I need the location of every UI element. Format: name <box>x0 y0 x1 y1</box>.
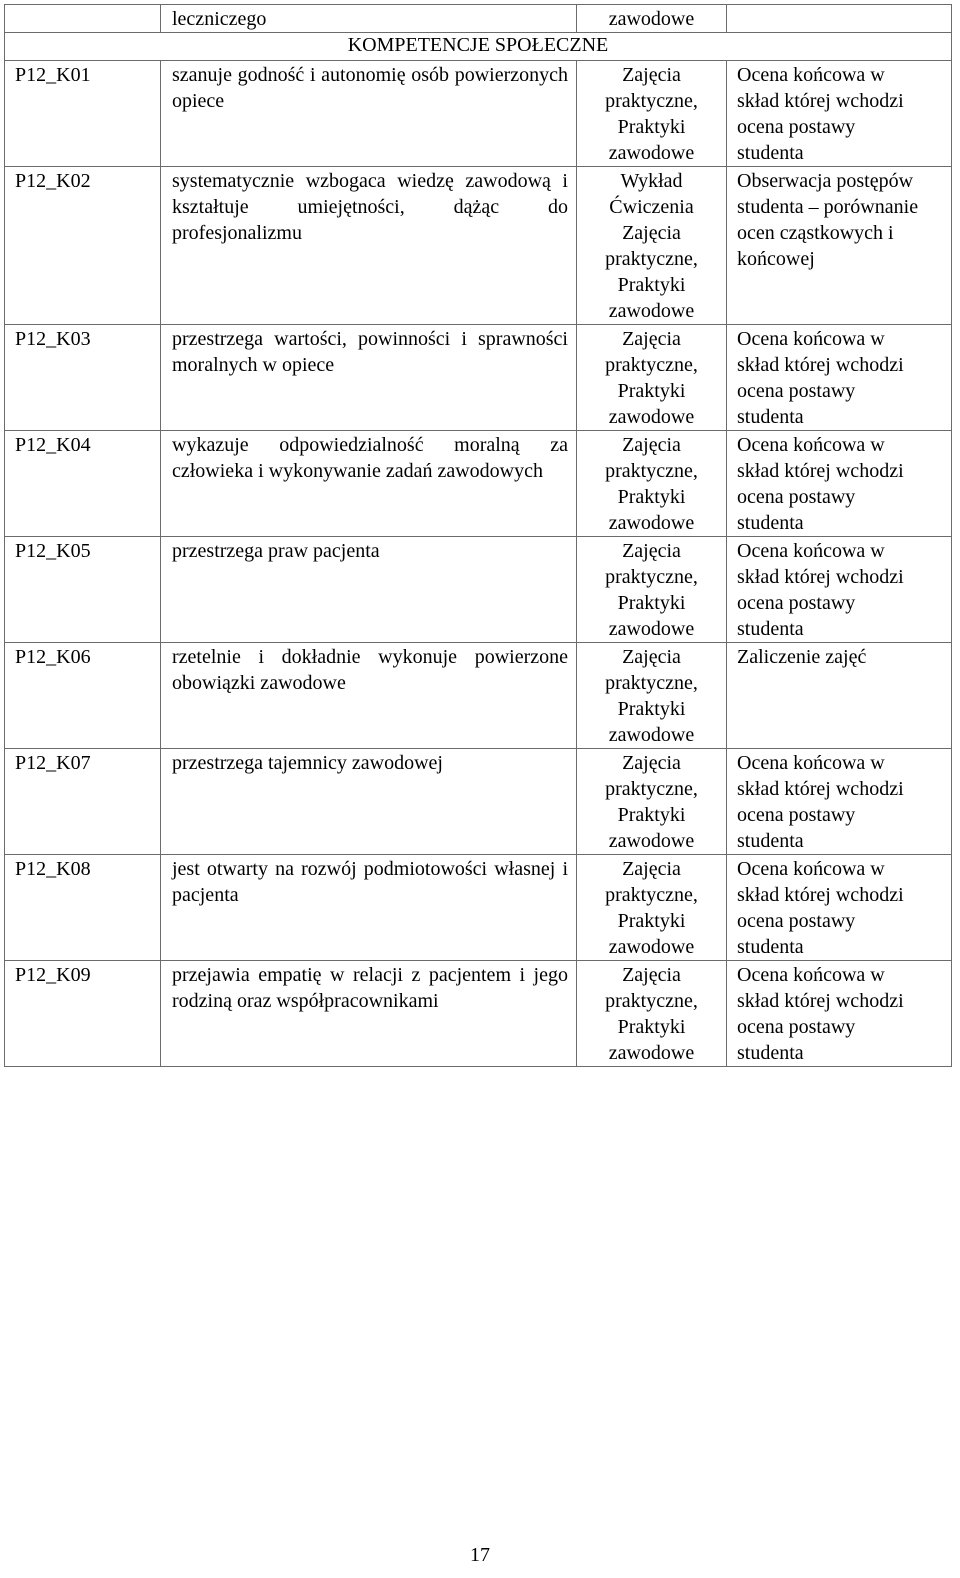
verification-method-cell <box>727 749 952 855</box>
teaching-method-line: Zajęcia <box>622 752 681 774</box>
competency-code: P12_K06 <box>5 643 161 749</box>
verification-line: Ocena końcowa w <box>737 752 885 774</box>
competency-code: P12_K05 <box>5 537 161 643</box>
teaching-method-line: Zajęcia <box>622 540 681 562</box>
verification-line: Ocena końcowa w <box>737 434 885 456</box>
teaching-method-line: Zajęcia <box>622 328 681 350</box>
verification-line: skład której wchodzi <box>737 354 904 376</box>
competency-description: przestrzega praw pacjenta <box>161 537 577 643</box>
verification-line: skład której wchodzi <box>737 566 904 588</box>
verification-line: Ocena końcowa w <box>737 540 885 562</box>
competencies-table <box>4 4 952 1067</box>
table-row <box>5 61 952 167</box>
verification-line: Ocena końcowa w <box>737 64 885 86</box>
teaching-method-line: zawodowe <box>608 142 695 164</box>
competency-description: przestrzega wartości, powinności i sprawności moralnych w opiece <box>161 325 577 431</box>
verification-line: skład której wchodzi <box>737 460 904 482</box>
table-row <box>5 537 952 643</box>
teaching-method-line: Praktyki <box>617 910 686 932</box>
competency-description: przejawia empatię w relacji z pacjentem i jego rodziną oraz współpracownikami <box>161 961 577 1067</box>
teaching-method-line: Zajęcia <box>622 858 681 880</box>
verification-line: skład której wchodzi <box>737 990 904 1012</box>
top-desc-cell: leczniczego <box>161 5 577 33</box>
teaching-method-line: Praktyki <box>617 380 686 402</box>
teaching-methods-cell <box>577 537 727 643</box>
teaching-methods-cell <box>577 167 727 325</box>
competency-code: P12_K08 <box>5 855 161 961</box>
table-row <box>5 325 952 431</box>
verification-line: ocena postawy <box>737 592 856 614</box>
teaching-method-line: Praktyki <box>617 486 686 508</box>
verification-line: studenta <box>737 406 804 428</box>
teaching-method-line: Zajęcia <box>622 646 681 668</box>
teaching-method-line: praktyczne, <box>605 884 698 906</box>
verification-line: ocena postawy <box>737 486 856 508</box>
section-title: KOMPETENCJE SPOŁECZNE <box>5 33 952 61</box>
teaching-method-line: praktyczne, <box>605 566 698 588</box>
table-row <box>5 749 952 855</box>
teaching-method-line: Ćwiczenia <box>609 196 694 218</box>
teaching-method-line: Praktyki <box>617 698 686 720</box>
top-continuation-row <box>5 5 952 33</box>
verification-line: studenta – porównanie <box>737 196 919 218</box>
teaching-method-line: Praktyki <box>617 804 686 826</box>
verification-line: studenta <box>737 618 804 640</box>
teaching-method-line: zawodowe <box>608 830 695 852</box>
section-header-row <box>5 33 952 61</box>
verification-line: ocen cząstkowych i <box>737 222 894 244</box>
verification-line: skład której wchodzi <box>737 90 904 112</box>
teaching-method-line: praktyczne, <box>605 248 698 270</box>
teaching-method-line: zawodowe <box>608 618 695 640</box>
verification-line: końcowej <box>737 248 815 270</box>
teaching-method-line: Wykład <box>620 170 683 192</box>
competencies-table-body <box>5 5 952 1067</box>
verification-line: Zaliczenie zajęć <box>737 646 867 668</box>
verification-line: studenta <box>737 936 804 958</box>
competency-code: P12_K02 <box>5 167 161 325</box>
teaching-method-line: praktyczne, <box>605 778 698 800</box>
teaching-method-line: Zajęcia <box>622 964 681 986</box>
teaching-method-line: Praktyki <box>617 274 686 296</box>
competency-code: P12_K04 <box>5 431 161 537</box>
teaching-method-line: praktyczne, <box>605 460 698 482</box>
verification-line: studenta <box>737 142 804 164</box>
teaching-method-line: praktyczne, <box>605 672 698 694</box>
teaching-method-line: Praktyki <box>617 1016 686 1038</box>
teaching-method-line: praktyczne, <box>605 354 698 376</box>
competency-description: rzetelnie i dokładnie wykonuje powierzone obowiązki zawodowe <box>161 643 577 749</box>
verification-method-cell <box>727 643 952 749</box>
table-row <box>5 431 952 537</box>
competency-description: szanuje godność i autonomię osób powierzonych opiece <box>161 61 577 167</box>
table-row <box>5 855 952 961</box>
teaching-methods-cell <box>577 749 727 855</box>
teaching-method-line: zawodowe <box>608 936 695 958</box>
table-row <box>5 167 952 325</box>
teaching-methods-cell <box>577 961 727 1067</box>
teaching-method-line: Praktyki <box>617 592 686 614</box>
competency-code: P12_K09 <box>5 961 161 1067</box>
teaching-method-line: zawodowe <box>608 512 695 534</box>
verification-line: ocena postawy <box>737 910 856 932</box>
page-number: 17 <box>470 1544 490 1566</box>
competency-code: P12_K01 <box>5 61 161 167</box>
competency-description: systematycznie wzbogaca wiedzę zawodową i kształtuje umiejętności, dążąc do profesjonalizmu <box>161 167 577 325</box>
teaching-method-line: zawodowe <box>608 300 695 322</box>
teaching-method-line: zawodowe <box>608 406 695 428</box>
table-row <box>5 961 952 1067</box>
verification-line: ocena postawy <box>737 1016 856 1038</box>
verification-line: Ocena końcowa w <box>737 328 885 350</box>
verification-method-cell <box>727 325 952 431</box>
verification-method-cell <box>727 961 952 1067</box>
verification-method-cell <box>727 167 952 325</box>
verification-method-cell <box>727 61 952 167</box>
teaching-method-line: Zajęcia <box>622 64 681 86</box>
verification-line: studenta <box>737 830 804 852</box>
verification-line: studenta <box>737 1042 804 1064</box>
top-code-cell <box>5 5 161 33</box>
teaching-method-line: praktyczne, <box>605 90 698 112</box>
verification-method-cell <box>727 537 952 643</box>
verification-line: ocena postawy <box>737 380 856 402</box>
teaching-method-line: praktyczne, <box>605 990 698 1012</box>
teaching-method-line: zawodowe <box>608 1042 695 1064</box>
competency-description: jest otwarty na rozwój podmiotowości własnej i pacjenta <box>161 855 577 961</box>
competency-description: wykazuje odpowiedzialność moralną za człowieka i wykonywanie zadań zawodowych <box>161 431 577 537</box>
competency-description: przestrzega tajemnicy zawodowej <box>161 749 577 855</box>
teaching-method-line: Praktyki <box>617 116 686 138</box>
top-verification-cell <box>727 5 952 33</box>
verification-method-cell <box>727 431 952 537</box>
competency-code: P12_K03 <box>5 325 161 431</box>
verification-method-cell <box>727 855 952 961</box>
verification-line: Ocena końcowa w <box>737 964 885 986</box>
verification-line: skład której wchodzi <box>737 778 904 800</box>
teaching-methods-cell <box>577 643 727 749</box>
teaching-methods-cell <box>577 855 727 961</box>
verification-line: skład której wchodzi <box>737 884 904 906</box>
top-methods-cell: zawodowe <box>577 5 727 33</box>
teaching-method-line: Zajęcia <box>622 434 681 456</box>
teaching-methods-cell <box>577 325 727 431</box>
teaching-method-line: Zajęcia <box>622 222 681 244</box>
verification-line: studenta <box>737 512 804 534</box>
table-row <box>5 643 952 749</box>
teaching-methods-cell <box>577 431 727 537</box>
teaching-methods-cell <box>577 61 727 167</box>
verification-line: ocena postawy <box>737 116 856 138</box>
verification-line: Ocena końcowa w <box>737 858 885 880</box>
competency-code: P12_K07 <box>5 749 161 855</box>
teaching-method-line: zawodowe <box>608 724 695 746</box>
verification-line: ocena postawy <box>737 804 856 826</box>
verification-line: Obserwacja postępów <box>737 170 914 192</box>
